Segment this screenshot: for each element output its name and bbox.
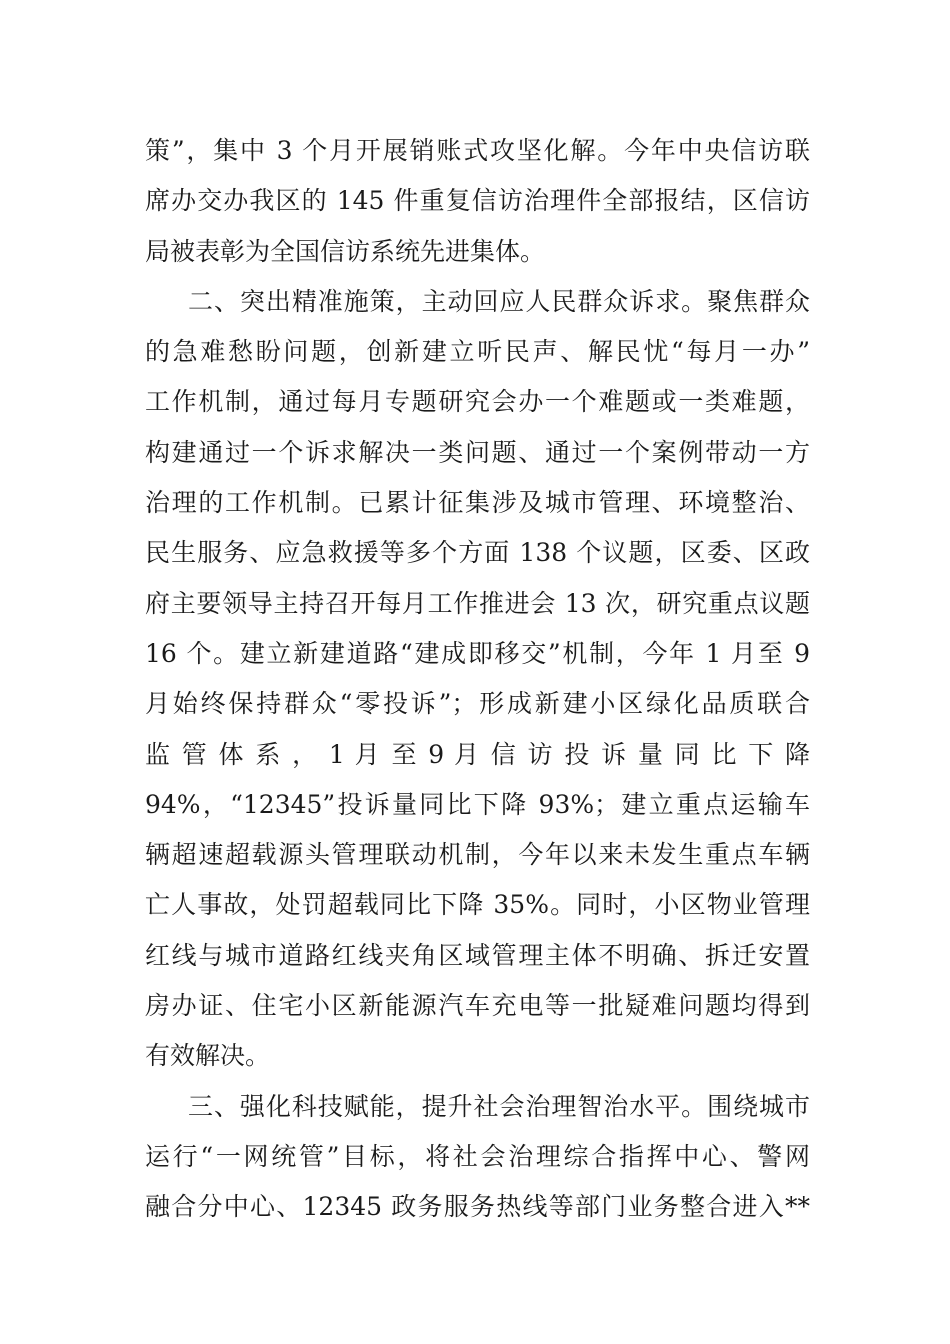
- text-line: 席办交办我区的 145 件重复信访治理件全部报结，区信访: [145, 186, 810, 216]
- text-line: 策”，集中 3 个月开展销账式攻坚化解。今年中央信访联: [145, 136, 810, 165]
- paragraph-heading-2: 二、突出精准施策，主动回应人民群众诉求。聚焦群众: [188, 286, 810, 316]
- text-line: 月始终保持群众“零投诉”；形成新建小区绿化品质联合: [145, 689, 810, 719]
- text-line: 民生服务、应急救援等多个方面 138 个议题，区委、区政: [145, 538, 810, 568]
- text-line: 构建通过一个诉求解决一类问题、通过一个案例带动一方: [145, 437, 810, 467]
- text-line: 治理的工作机制。已累计征集涉及城市管理、环境整治、: [145, 488, 810, 518]
- body-text: [145, 126, 810, 1233]
- text-line: 的急难愁盼问题，创新建立听民声、解民忧“每月一办”: [145, 337, 810, 367]
- text-line: 融合分中心、12345 政务服务热线等部门业务整合进入**: [145, 1192, 810, 1222]
- text-line: 运行“一网统管”目标，将社会治理综合指挥中心、警网: [145, 1141, 810, 1171]
- text-line: 房办证、住宅小区新能源汽车充电等一批疑难问题均得到: [145, 991, 810, 1021]
- text-line: 94%，“12345”投诉量同比下降 93%；建立重点运输车: [145, 789, 810, 819]
- text-line: 局被表彰为全国信访系统先进集体。: [145, 236, 546, 266]
- paragraph-heading-3: 三、强化科技赋能，提升社会治理智治水平。围绕城市: [188, 1091, 810, 1121]
- text-line: 红线与城市道路红线夹角区域管理主体不明确、拆迁安置: [145, 940, 810, 970]
- text-line: 亡人事故，处罚超载同比下降 35%。同时，小区物业管理: [145, 890, 810, 920]
- text-line: 府主要领导主持召开每月工作推进会 13 次，研究重点议题: [145, 588, 810, 618]
- text-line: 工作机制，通过每月专题研究会办一个难题或一类难题，: [145, 387, 810, 417]
- text-line: 辆超速超载源头管理联动机制，今年以来未发生重点车辆: [145, 840, 810, 870]
- text-line: 监 管 体 系 ， 1 月 至 9 月 信 访 投 诉 量 同 比 下 降: [145, 739, 810, 769]
- text-line: 16 个。建立新建道路“建成即移交”机制，今年 1 月至 9: [145, 638, 810, 668]
- text-line: 有效解决。: [145, 1041, 271, 1071]
